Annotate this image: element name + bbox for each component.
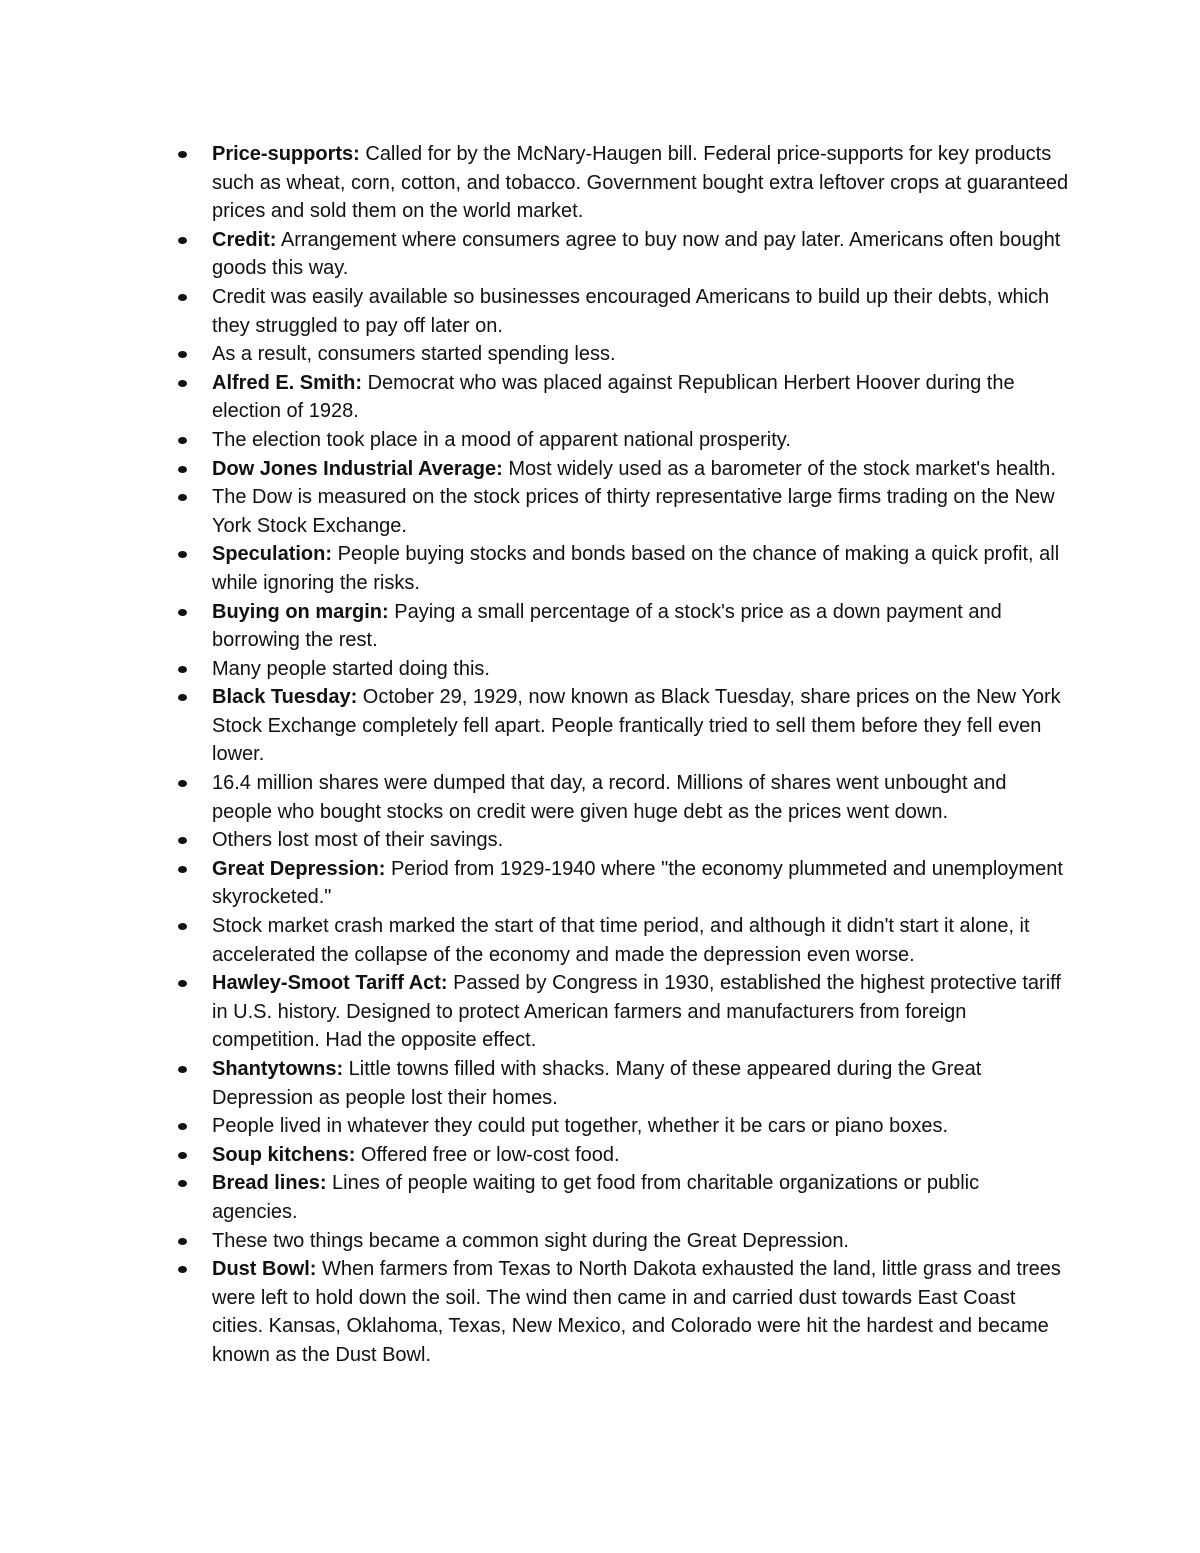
bullet-icon	[178, 866, 187, 873]
term-label: Dow Jones Industrial Average:	[212, 457, 503, 480]
bullet-icon	[178, 666, 187, 673]
list-item	[0, 140, 1200, 226]
term-label: Hawley-Smoot Tariff Act:	[212, 972, 448, 995]
bullet-icon	[178, 1066, 187, 1073]
bullet-icon	[178, 380, 187, 387]
list-item	[0, 1255, 1200, 1369]
term-label: Alfred E. Smith:	[212, 371, 363, 394]
list-item	[0, 1055, 1200, 1112]
note-text: Many people started doing this.	[212, 657, 490, 680]
list-item	[0, 969, 1200, 1055]
bullet-icon	[178, 1152, 187, 1159]
list-item	[0, 683, 1200, 769]
note-text: Credit was easily available so businesses encouraged Americans to build up their debts, which they struggled to pay off later on.	[212, 285, 1050, 337]
term-label: Buying on margin:	[212, 600, 389, 623]
bullet-icon	[178, 694, 187, 701]
bullet-icon	[178, 466, 187, 473]
list-item	[0, 1227, 1200, 1256]
term-label: Bread lines:	[212, 1172, 327, 1195]
bullet-icon	[178, 1123, 187, 1130]
note-text: People lived in whatever they could put together, whether it be cars or piano boxes.	[212, 1115, 949, 1138]
list-item	[0, 826, 1200, 855]
bullet-icon	[178, 437, 187, 444]
note-text: As a result, consumers started spending less.	[212, 343, 616, 366]
definition-text: October 29, 1929, now known as Black Tuesday, share prices on the New York Stock Exchange completely fell apart. People frantically tried to sell them before they fell even lower.	[212, 686, 1061, 766]
bullet-icon	[178, 294, 187, 301]
bullet-icon	[178, 837, 187, 844]
list-item	[0, 1141, 1200, 1170]
bullet-icon	[178, 609, 187, 616]
list-item	[0, 855, 1200, 912]
list-item	[0, 340, 1200, 369]
definition-text: Democrat who was placed against Republican Herbert Hoover during the election of 1928.	[212, 371, 1015, 423]
term-label: Dust Bowl:	[212, 1258, 317, 1281]
list-item	[0, 455, 1200, 484]
bullet-icon	[178, 151, 187, 158]
note-text: These two things became a common sight during the Great Depression.	[212, 1229, 849, 1252]
list-item	[0, 769, 1200, 826]
bullet-icon	[178, 494, 187, 501]
bullet-icon	[178, 237, 187, 244]
definition-text: Period from 1929-1940 where "the economy plummeted and unemployment skyrocketed."	[212, 857, 1063, 909]
definition-text: Lines of people waiting to get food from charitable organizations or public agencies.	[212, 1172, 980, 1223]
list-item	[0, 912, 1200, 969]
bullet-icon	[178, 351, 187, 358]
bullet-icon	[178, 780, 187, 787]
definition-text: People buying stocks and bonds based on the chance of making a quick profit, all while ignoring the risks.	[212, 543, 1060, 594]
note-text: The election took place in a mood of apparent national prosperity.	[212, 428, 791, 451]
bullet-icon	[178, 1238, 187, 1245]
list-item	[0, 1112, 1200, 1141]
list-item	[0, 369, 1200, 426]
list-item	[0, 540, 1200, 597]
term-label: Speculation:	[212, 543, 333, 566]
term-label: Black Tuesday:	[212, 686, 358, 709]
bullet-icon	[178, 1266, 187, 1273]
definition-text: Little towns filled with shacks. Many of these appeared during the Great Depression as people lost their homes.	[212, 1058, 982, 1109]
note-text: 16.4 million shares were dumped that day, a record. Millions of shares went unbought and people who bought stocks on credit were given huge debt as the prices went down.	[212, 772, 1007, 823]
definition-text: Arrangement where consumers agree to buy now and pay later. Americans often bought goods this way.	[212, 228, 1061, 280]
note-text: Others lost most of their savings.	[212, 829, 504, 852]
notes-bullet-list	[0, 140, 1200, 1370]
term-label: Price-supports:	[212, 143, 360, 165]
definition-text: Offered free or low-cost food.	[355, 1143, 620, 1166]
definition-text: Called for by the McNary-Haugen bill. Federal price-supports for key products such as wheat, corn, cotton, and tobacco. Government bought extra leftover crops at guaranteed prices and sold them on the world market.	[212, 143, 1069, 223]
list-item	[0, 1169, 1200, 1226]
list-item	[0, 598, 1200, 655]
bullet-icon	[178, 1180, 187, 1187]
definition-text: Passed by Congress in 1930, established the highest protective tariff in U.S. history. Designed to protect American farmers and manufacturers from foreign competition. Had the opposite effect.	[212, 972, 1061, 1052]
list-item	[0, 426, 1200, 455]
term-label: Soup kitchens:	[212, 1143, 356, 1166]
bullet-icon	[178, 551, 187, 558]
bullet-icon	[178, 923, 187, 930]
term-label: Shantytowns:	[212, 1058, 344, 1080]
definition-text: Most widely used as a barometer of the stock market's health.	[502, 457, 1056, 480]
note-text: The Dow is measured on the stock prices of thirty representative large firms trading on the New York Stock Exchange.	[212, 486, 1055, 537]
list-item	[0, 655, 1200, 684]
list-item	[0, 483, 1200, 540]
list-item	[0, 283, 1200, 340]
list-item	[0, 226, 1200, 283]
note-text: Stock market crash marked the start of that time period, and although it didn't start it alone, it accelerated the collapse of the economy and made the depression even worse.	[212, 915, 1030, 966]
bullet-icon	[178, 980, 187, 987]
definition-text: Paying a small percentage of a stock's price as a down payment and borrowing the rest.	[212, 600, 1002, 652]
definition-text: When farmers from Texas to North Dakota exhausted the land, little grass and trees were left to hold down the soil. The wind then came in and carried dust towards East Coast cities. Kansas, Oklahoma, Texas, New Mexico, and Colorado were hit the hardest and became known as the Dust Bowl.	[212, 1258, 1061, 1366]
term-label: Credit:	[212, 228, 277, 251]
term-label: Great Depression:	[212, 857, 386, 880]
